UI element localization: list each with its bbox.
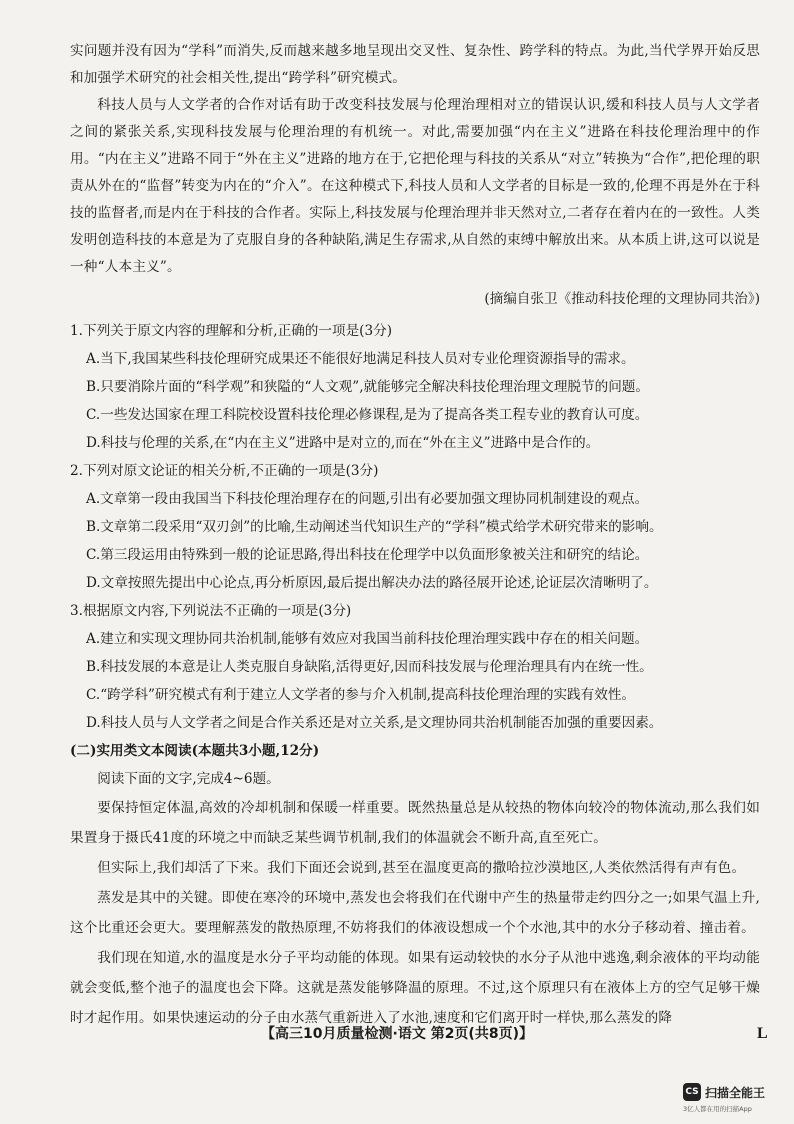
option-b: B.文章第二段采用“双刃剑”的比喻,生动阐述当代知识生产的“学科”模式给学术研究带来的影响。 (86, 519, 663, 535)
option-b: B.科技发展的本意是让人类克服自身缺陷,活得更好,因而科技发展与伦理治理具有内在统一性。 (86, 659, 653, 675)
question-1 (70, 317, 760, 457)
option-c: C.“跨学科”研究模式有利于建立人文学者的参与介入机制,提高科技伦理治理的实践有效性。 (86, 687, 636, 703)
source-citation: (摘编自张卫《推动科技伦理的文理协同共治》) (484, 291, 760, 307)
option-a: A.文章第一段由我国当下科技伦理治理存在的问题,引出有必要加强文理协同机制建设的观点。 (86, 491, 649, 507)
option-a: A.当下,我国某些科技伦理研究成果还不能很好地满足科技人员对专业伦理资源指导的需求。 (86, 351, 635, 367)
question-3 (70, 597, 760, 737)
question-2 (70, 457, 760, 597)
scanner-watermark (683, 1083, 765, 1101)
paragraph: 科技人员与人文学者的合作对话有助于改变科技发展与伦理治理相对立的错误认识,缓和科技人员与人文学者之间的紧张关系,实现科技发展与伦理治理的有机统一。对此,需要加强“内在主义”进路在科技伦理治理中的作用。“内在主义”进路不同于“外在主义”进路的地方在于,它把伦理与科技的关系从“对立”转换为“合作”,把伦理的职责从外在的“监督”转变为内在的“介入”。在这种模式下,科技人员和人文学者的目标是一致的,伦理不再是外在于科技的监督者,而是内在于科技的合作者。实际上,科技发展与伦理治理并非天然对立,二者存在着内在的一致性。人类发明创造科技的本意是为了克服自身的各种缺陷,满足生存需求,从自然的束缚中解放出来。从本质上讲,这可以说是一种“人本主义”。 (70, 97, 760, 275)
paper-mark: L (757, 1025, 768, 1042)
section-instruction: 阅读下面的文字,完成4~6题。 (97, 771, 280, 787)
option-a: A.建立和实现文理协同共治机制,能够有效应对我国当前科技伦理治理实践中存在的相关问题。 (86, 631, 649, 647)
section-heading: (二)实用类文本阅读(本题共3小题,12分) (70, 743, 320, 759)
question-stem: 1.下列关于原文内容的理解和分析,正确的一项是(3分) (70, 323, 393, 339)
option-b: B.只要消除片面的“科学观”和狭隘的“人文观”,就能够完全解决科技伦理治理文理脱节的问题。 (86, 379, 649, 395)
paragraph: 蒸发是其中的关键。即使在寒冷的环境中,蒸发也会将我们在代谢中产生的热量带走约四分之一;如果气温上升,这个比重还会更大。要理解蒸发的散热原理,不妨将我们的体液设想成一个个水池,其中的水分子移动着、撞击着。 (70, 890, 760, 936)
question-stem: 2.下列对原文论证的相关分析,不正确的一项是(3分) (70, 463, 379, 479)
scanner-tagline: 3亿人都在用的扫描App (683, 1105, 752, 1113)
option-d: D.科技与伦理的关系,在“内在主义”进路中是对立的,而在“外在主义”进路中是合作的。 (86, 435, 600, 451)
paragraph: 我们现在知道,水的温度是水分子平均动能的体现。如果有运动较快的水分子从池中逃逸,剩余液体的平均动能就会变低,整个池子的温度也会下降。这就是蒸发能够降温的原理。不过,这个原理只有在液体上方的空气足够干燥时才起作用。如果快速运动的分子由水蒸气重新进入了水池,速度和它们离开时一样快,那么蒸发的降 (70, 950, 760, 1026)
paragraph: 要保持恒定体温,高效的冷却机制和保暖一样重要。既然热量总是从较热的物体向较冷的物体流动,那么我们如果置身于摄氏41度的环境之中而缺乏某些调节机制,我们的体温就会不断升高,直至死亡。 (70, 800, 760, 846)
page-footer: 【高三10月质量检测·语文 第2页(共8页)】 (261, 1026, 533, 1042)
paragraph: 实问题并没有因为“学科”而消失,反而越来越多地呈现出交叉性、复杂性、跨学科的特点。为此,当代学界开始反思和加强学术研究的社会相关性,提出“跨学科”研究模式。 (70, 43, 760, 86)
scanner-app-name: 扫描全能王 (705, 1085, 766, 1100)
option-c: C.第三段运用由特殊到一般的论证思路,得出科技在伦理学中以负面形象被关注和研究的结论。 (86, 547, 649, 563)
option-d: D.科技人员与人文学者之间是合作关系还是对立关系,是文理协同共治机制能否加强的重要因素。 (86, 715, 663, 731)
passage-one (70, 38, 760, 313)
paragraph: 但实际上,我们却活了下来。我们下面还会说到,甚至在温度更高的撒哈拉沙漠地区,人类依然活得有声有色。 (97, 860, 746, 876)
option-c: C.一些发达国家在理工科院校设置科技伦理必修课程,是为了提高各类工程专业的教育认可度。 (86, 407, 649, 423)
option-d: D.文章按照先提出中心论点,再分析原因,最后提出解决办法的路径展开论述,论证层次清晰明了。 (86, 575, 658, 591)
section-two (70, 737, 760, 1033)
question-stem: 3.根据原文内容,下列说法不正确的一项是(3分) (70, 603, 352, 619)
camscanner-icon: CS (683, 1083, 701, 1101)
